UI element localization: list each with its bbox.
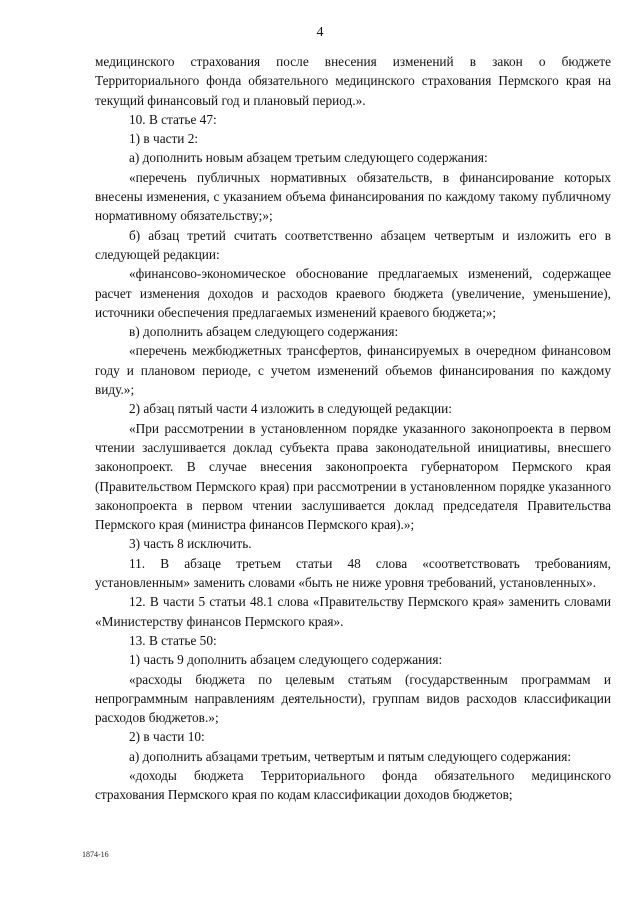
paragraph: «доходы бюджета Территориального фонда обязательного медицинского страхования Пермского края по кодам классификации доходов бюджетов; [95, 767, 611, 803]
paragraph: 11. В абзаце третьем статьи 48 слова «соответствовать требованиям, установленным» заменить словами «быть не ниже уровня требований, установленных». [95, 555, 611, 591]
paragraph: «перечень межбюджетных трансфертов, финансируемых в очередном финансовом году и плановом периоде, с учетом изменений объемов финансирования по каждому виду.»; [95, 343, 611, 398]
document-body [95, 52, 611, 805]
paragraph: 2) абзац пятый части 4 изложить в следующей редакции: [129, 401, 452, 417]
paragraph: 12. В части 5 статьи 48.1 слова «Правительству Пермского края» заменить словами «Министерству финансов Пермского края». [95, 594, 611, 629]
paragraph: а) дополнить новым абзацем третьим следующего содержания: [129, 150, 488, 166]
paragraph: медицинского страхования после внесения изменений в закон о бюджете Территориального фонда обязательного медицинского страхования Пермского края на текущий финансовый год и плановый период.». [95, 54, 611, 108]
paragraph: а) дополнить абзацами третьим, четвертым и пятым следующего содержания: [129, 748, 572, 764]
paragraph: б) абзац третий считать соответственно абзацем четвертым и изложить его в следующей редакции: [95, 227, 611, 262]
page-number: 4 [316, 25, 324, 40]
paragraph: «финансово-экономическое обоснование предлагаемых изменений, содержащее расчет изменения доходов и расходов краевого бюджета (увеличение, уменьшение), источники обеспечения предлагаемых изменений краевого бюджета;»; [95, 266, 611, 320]
paragraph: «При рассмотрении в установленном порядке указанного законопроекта в первом чтении заслушивается доклад субъекта права законодательной инициативы, внесшего законопроект. В случае внесения законопроекта губернатором Пермского края (Правительством Пермского края) при рассмотрении в установленном порядке указанного законопроекта в первом чтении заслушивается доклад председателя Правительства Пермского края (министра финансов Пермского края).»; [95, 420, 611, 533]
paragraph: 3) часть 8 исключить. [129, 536, 252, 552]
paragraph: 1) в части 2: [129, 131, 199, 147]
paragraph: в) дополнить абзацем следующего содержания: [129, 324, 399, 340]
paragraph: 1) часть 9 дополнить абзацем следующего содержания: [129, 652, 443, 668]
document-code: 1874-16 [82, 850, 109, 859]
paragraph: «перечень публичных нормативных обязательств, в финансирование которых внесены изменения, с указанием объема финансирования по каждому такому публичному нормативному обязательству;»; [95, 169, 611, 224]
paragraph: 13. В статье 50: [129, 632, 217, 648]
paragraph: 2) в части 10: [129, 729, 205, 745]
paragraph: «расходы бюджета по целевым статьям (государственным программам и непрограммным направлениям деятельности), группам видов расходов классификации расходов бюджетов.»; [95, 671, 611, 726]
paragraph: 10. В статье 47: [129, 111, 217, 127]
